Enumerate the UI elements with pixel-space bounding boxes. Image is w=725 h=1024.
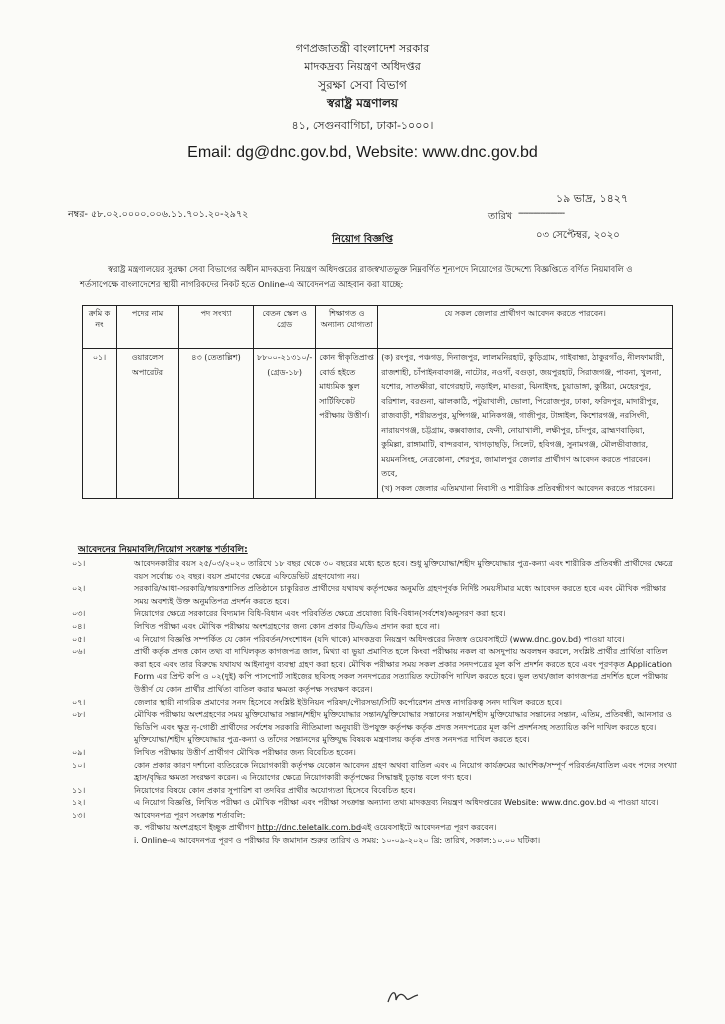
date-dashes: ------------------- <box>518 208 565 219</box>
condition-number: ০৩। <box>72 609 86 619</box>
ministry-name: স্বরাষ্ট্র মন্ত্রণালয় <box>327 96 398 110</box>
address: ৪১, সেগুনবাগিচা, ঢাকা-১০০০। <box>291 119 434 132</box>
condition-text: নিয়োগের ক্ষেত্রে সরকারের বিদ্যমান বিধি-বিধান এবং পরিবর্তিত ক্ষেত্রে প্রযোজ্য বিধি-বিধান(সর্বশেষ)অনুসরণ করা হবে। <box>134 609 506 619</box>
condition-number: ১২। <box>72 798 86 808</box>
date-bangla: ১৯ ভাদ্র, ১৪২৭ <box>556 192 629 205</box>
cond13-a <box>134 822 678 835</box>
condition-item <box>68 621 678 634</box>
condition-text: এ নিয়োগ বিজ্ঞপ্তি সম্পর্কিত যে কোন পরিবর্তন/সংশোধন (যদি থাকে) মাদকদ্রব্য নিয়ন্ত্রণ অধিদপ্তরের নিজস্ব ওয়েবসাইটে (www.dnc.gov.bd) পাওয়া যাবে। <box>134 634 625 644</box>
table-row <box>83 349 673 499</box>
condition-text: মৌখিক পরীক্ষায় অংশগ্রহণের সময় মুক্তিযোদ্ধার সন্তান/শহীদ মুক্তিযোদ্ধার সন্তান/মুক্তিযোদ্ধার সন্তানের সন্তান/শহীদ মুক্তিযোদ্ধার সন্তানের সন্তান, এতিম, প্রতিবন্ধী, আনসার ও ভিডিপি এবং ক্ষুদ্র নৃ-গোষ্ঠী প্রার্থীদের সর্বশেষ সরকারি নীতিমালা অনুযায়ী উপযুক্ত কর্তৃপক্ষ কর্তৃক প্রদত্ত সনদপত্রের মূল কপি প্রদর্শনসহ সত্যায়িত কপি দাখিল করতে হবে। মুক্তিযোদ্ধা/শহীদ মুক্তিযোদ্ধার পুত্র-কন্যা ও তাঁদের সন্তানদের মুক্তিযুদ্ধ বিষয়ক মন্ত্রণালয় কর্তৃক প্রদত্ত সনদপত্র দাখিল করতে হবে। <box>134 710 672 745</box>
condition-item <box>68 747 678 760</box>
condition-text: লিখিত পরীক্ষা এবং মৌখিক পরীক্ষায় অংশগ্রহণের জন্য কোন প্রকার টিএ/ডিএ প্রদান করা হবে না। <box>134 621 440 631</box>
condition-number: ১৩। <box>72 810 86 820</box>
districts-a: (ক) রংপুর, পঞ্চগড়, দিনাজপুর, লালমনিরহাট, কুড়িগ্রাম, গাইবান্ধা, ঠাকুরগাঁও, নীলফামারী, রাজশাহী, চাঁপাইনবাবগঞ্জ, নাটোর, নওগাঁ, বগুড়া, জয়পুরহাট, সিরাজগঞ্জ, পাবনা, খুলনা, যশোর, সাতক্ষীরা, বাগেরহাট, নড়াইল, মাগুরা, ঝিনাইদহ, চুয়াডাঙ্গা, কুষ্টিয়া, মেহেরপুর, বরিশাল, বরগুনা, ঝালকাঠি, পটুয়াখালী, ভোলা, পিরোজপুর, ঢাকা, ফরিদপুর, মাদারীপুর, রাজবাড়ী, শরীয়তপুর, মুন্সিগঞ্জ, মানিকগঞ্জ, গাজীপুর, টাঙ্গাইল, কিশোরগঞ্জ, নরসিংদী, নারায়ণগঞ্জ, চট্টগ্রাম, কক্সবাজার, ফেনী, নোয়াখালী, লক্ষীপুর, চাঁদপুর, ব্রাহ্মণবাড়িয়া, কুমিল্লা, রাঙ্গামাটি, বান্দরবান, খাগড়াছড়ি, সিলেট, হবিগঞ্জ, সুনামগঞ্জ, মৌলভীবাজার, ময়মনসিংহ, নেত্রকোনা, শেরপুর, জামালপুর জেলার প্রার্থীগণ আবেদন করতে পারবেন। তবে, <box>381 353 665 478</box>
posts-table <box>82 305 673 499</box>
conditions-heading: আবেদনের নিয়মাবলি/নিয়োগ সংক্রান্ত শর্তাবলি: <box>78 545 248 555</box>
condition-text: আবেদনকারীর বয়স ২৫/০৩/২০২০ তারিখে ১৮ বছর থেকে ৩০ বছরের মধ্যে হতে হবে। শুধু মুক্তিযোদ্ধা/শহীদ মুক্তিযোদ্ধার পুত্র-কন্যা এবং শারীরিক প্রতিবন্ধী প্রার্থীদের ক্ষেত্রে বয়স সর্বোচ্চ ৩২ বছর। বয়স প্রমাণের ক্ষেত্রে এফিডেভিট গ্রহণযোগ্য নয়। <box>134 559 673 581</box>
condition-item <box>68 558 678 583</box>
cell-districts <box>378 349 673 499</box>
header-count: পদ সংখ্যা <box>179 306 254 349</box>
cond13-b: i. Online-এ আবেদনপত্র পূরণ ও পরীক্ষার ফি জমাদান শুরুর তারিখ ও সময়: ১০-০৯-২০২০ খ্রি: তারিখ, সকাল:১০.০০ ঘটিকা। <box>134 836 541 846</box>
condition-text: কোন প্রকার কারণ দর্শানো ব্যতিরেকে নিয়োগকারী কর্তৃপক্ষ যেকোন আবেদন গ্রহণ অথবা বাতিল এবং এ নিয়োগ কার্যক্রমের আংশিক/সম্পূর্ণ পরিবর্তন/বাতিল এবং পদের সংখ্যা হ্রাস/বৃদ্ধির ক্ষমতা সংরক্ষণ করেন। এ নিয়োগের ক্ষেত্রে নিয়োগকারী কর্তৃপক্ষের সিদ্ধান্তই চূড়ান্ত বলে গণ্য হবে। <box>134 760 677 783</box>
condition-number: ০৪। <box>72 621 86 631</box>
condition-item <box>68 810 678 848</box>
condition-text: লিখিত পরীক্ষায় উত্তীর্ণ প্রার্থীগণ মৌখিক পরীক্ষার জন্য বিবেচিত হবেন। <box>134 747 356 757</box>
teletalk-link[interactable]: http://dnc.teletalk.com.bd <box>257 823 362 833</box>
header-serial: ক্রমি ক নং <box>83 306 117 349</box>
cond13-a-suffix: এই ওয়েবসাইটে আবেদনপত্র পূরণ করবেন। <box>361 823 497 833</box>
cell-post: ওয়ারলেস অপারেটর <box>117 349 179 499</box>
condition-text <box>112 810 678 848</box>
notice-title: নিয়োগ বিজ্ঞপ্তি <box>332 234 393 245</box>
condition-text: প্রার্থী কর্তৃক প্রদত্ত কোন তথ্য বা দাখিলকৃত কাগজপত্র জাল, মিথ্যা বা ভুয়া প্রমাণিত হলে কিংবা পরীক্ষায় নকল বা অসদুপায় অবলম্বন করলে, সংশ্লিষ্ট প্রার্থীর প্রার্থিতা বাতিল করা হবে এবং তার বিরুদ্ধে যথাযথ আইনানুগ ব্যবস্থা গ্রহণ করা হবে। মৌখিক পরীক্ষার সময় সকল প্রকার সনদপত্রের মূল কপি প্রদর্শন করতে হবে এবং পূরণকৃত Application Form এর প্রিন্ট কপি ও ০২(দুই) কপি পাসপোর্ট সাইজের ছবিসহ সকল সনদপত্রের সত্যায়িত ফটোকপি দাখিল করতে হবে। ভুল তথ্য/জাল কাগজপত্র প্রদর্শিত হলে পরীক্ষায় উত্তীর্ণ যে কোন প্রার্থীর প্রার্থিতা বাতিল করার ক্ষমতা কর্তৃপক্ষ সংরক্ষণ করেন। <box>134 647 672 694</box>
condition-number: ১০। <box>72 760 86 770</box>
condition-text: নিয়োগের বিষয়ে কোন প্রকার সুপারিশ বা তদবির প্রার্থীর অযোগ্যতা হিসেবে বিবেচিত হবে। <box>134 785 416 795</box>
condition-item <box>68 608 678 621</box>
condition-item <box>68 797 678 810</box>
header-scale: বেতন স্কেল ও গ্রেড <box>254 306 316 349</box>
cell-serial: ০১। <box>83 349 117 499</box>
division-name: সুরক্ষা সেবা বিভাগ <box>318 78 407 92</box>
condition-text: সরকারি/আধা-সরকারি/স্বায়ত্তশাসিত প্রতিষ্ঠানে চাকুরিরত প্রার্থীদের যথাযথ কর্তৃপক্ষের অনুমতি গ্রহণপূর্বক নির্দিষ্ট সময়সীমার মধ্যে আবেদন করতে হবে এবং মৌখিক পরীক্ষার সময় অবশ্যই উক্ত অনুমতিপত্র প্রদর্শন করতে হবে। <box>134 584 667 606</box>
condition-item <box>68 646 678 696</box>
districts-b: (খ) সকল জেলার এতিমখানা নিবাসী ও শারীরিক প্রতিবন্ধীগণ আবেদন করতে পারবেন। <box>381 483 655 493</box>
condition-item <box>68 634 678 647</box>
condition-number: ০৭। <box>72 697 86 707</box>
condition-number: ০২। <box>72 584 86 594</box>
condition-number: ০৯। <box>72 747 86 757</box>
condition-item <box>68 760 678 785</box>
condition-item <box>68 785 678 798</box>
condition-number: ০১। <box>72 559 86 568</box>
conditions-list <box>68 558 678 848</box>
condition-number: ০৮। <box>72 710 86 720</box>
cond13-heading: আবেদনপত্র পূরণ সংক্রান্ত শর্তাবলি: <box>134 810 246 820</box>
condition-number: ০৫। <box>72 634 86 644</box>
date-label: তারিখ <box>488 211 513 222</box>
header-districts: যে সকল জেলার প্রার্থীগণ আবেদন করতে পারবেন। <box>378 306 673 349</box>
condition-item <box>68 697 678 710</box>
contact-line: Email: dg@dnc.gov.bd, Website: www.dnc.gov.bd <box>187 144 538 161</box>
header-qualification: শিক্ষাগত ও অন্যান্য যোগ্যতা <box>316 306 378 349</box>
condition-text: এ নিয়োগ বিজ্ঞপ্তি, লিখিত পরীক্ষা ও মৌখিক পরীক্ষা এবং পরীক্ষা সংক্রান্ত অন্যান্য তথ্য মাদকদ্রব্য নিয়ন্ত্রণ অধিদপ্তরের Website: www.dnc.gov.bd এ পাওয়া যাবে। <box>134 798 659 808</box>
condition-number: ১১। <box>72 785 86 795</box>
condition-text: জেলার স্থায়ী নাগরিক প্রমাণের সনদ হিসেবে সংশ্লিষ্ট ইউনিয়ন পরিষদ/পৌরসভা/সিটি কর্পোরেশন প্রদত্ত নাগরিকত্ব সনদ দাখিল করতে হবে। <box>134 697 562 707</box>
intro-paragraph: স্বরাষ্ট্র মন্ত্রণালয়ের সুরক্ষা সেবা বিভাগের অধীন মাদকদ্রব্য নিয়ন্ত্রণ অধিদপ্তরের রাজস্বখাতভুক্ত নিম্নবর্ণিত শূন্যপদে নিয়োগের উদ্দেশ্যে বিজ্ঞপ্তিতে বর্ণিত নিয়মাবলি ও শর্তসাপেক্ষে বাংলাদেশের স্থায়ী নাগরিকদের নিকট হতে Online-এ আবেদনপত্র আহবান করা যাচ্ছে: <box>80 264 633 289</box>
header-post: পদের নাম <box>117 306 179 349</box>
table-header-row <box>83 306 673 349</box>
signature <box>384 986 424 1008</box>
cell-count: ৪৩ (তেতাল্লিশ) <box>179 349 254 499</box>
cell-scale: ৮৮০০-২১৩১০/- (গ্রেড-১৮) <box>254 349 316 499</box>
condition-item <box>68 583 678 608</box>
memo-number: নম্বর- ৫৮.০২.০০০০.০০৬.১১.৭০১.২০-২৯৭২ <box>68 209 249 220</box>
govt-name: গণপ্রজাতন্ত্রী বাংলাদেশ সরকার <box>295 42 430 55</box>
department-name: মাদকদ্রব্য নিয়ন্ত্রণ অধিদপ্তর <box>304 60 421 73</box>
date-english: ০৩ সেপ্টেম্বর, ২০২০ <box>536 230 620 241</box>
condition-item <box>68 709 678 747</box>
condition-number: ০৬। <box>72 647 86 657</box>
cond13-a-prefix: ক. পরীক্ষায় অংশগ্রহণে ইচ্ছুক প্রার্থীগণ <box>134 823 255 833</box>
cell-qualification: কোন স্বীকৃতিপ্রাপ্ত বোর্ড হইতে মাধ্যমিক স্কুল সার্টিফিকেট পরীক্ষায় উত্তীর্ণ। <box>316 349 378 499</box>
